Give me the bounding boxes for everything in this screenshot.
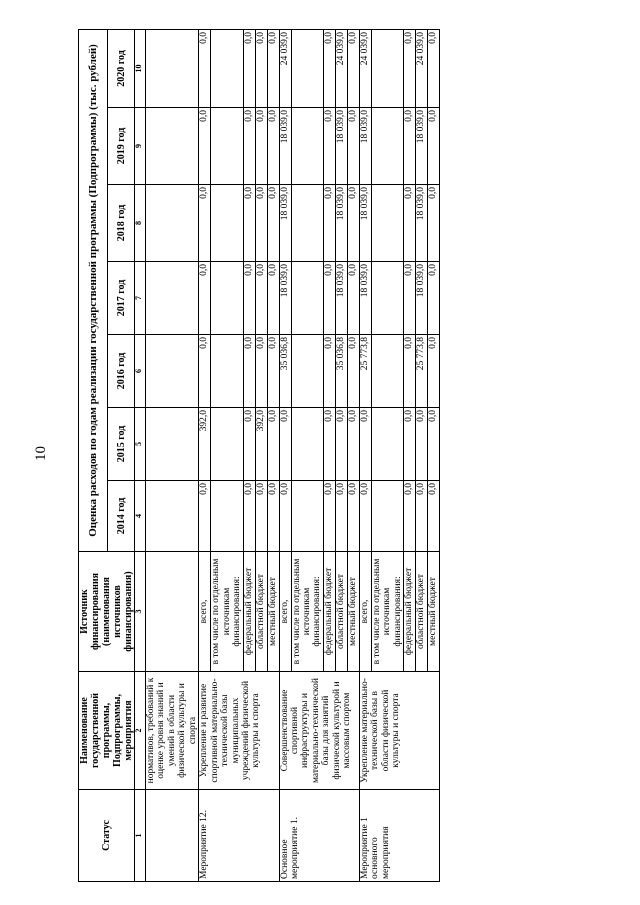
amount-cell: 0,0 <box>428 29 440 107</box>
amount-cell: 18 039,0 <box>359 108 371 185</box>
amount-cell: 0,0 <box>267 262 279 335</box>
amount-cell: 0,0 <box>428 481 440 552</box>
funding-source: областной бюджет <box>255 552 267 672</box>
amount-cell: 0,0 <box>323 335 335 408</box>
amount-cell: 24 039,0 <box>416 29 428 107</box>
amount-cell: 0,0 <box>404 262 416 335</box>
amount-cell: 0,0 <box>267 335 279 408</box>
amount-cell: 0,0 <box>255 481 267 552</box>
amount-cell: 0,0 <box>347 185 359 262</box>
amount-cell: 0,0 <box>323 408 335 481</box>
amount-cell: 392,0 <box>199 408 211 481</box>
amount-cell: 0,0 <box>199 481 211 552</box>
block-name: Укрепление материально-технической базы в области физической культуры и спорта <box>359 672 439 790</box>
amount-cell: 0,0 <box>267 408 279 481</box>
amount-cell: 0,0 <box>267 185 279 262</box>
amount-cell: 0,0 <box>335 408 347 481</box>
amount-cell: 0,0 <box>323 29 335 107</box>
amount-cell: 0,0 <box>347 481 359 552</box>
column-number: 6 <box>135 335 146 408</box>
column-number: 10 <box>135 29 146 107</box>
amount-cell: 18 039,0 <box>359 262 371 335</box>
header-year: 2015 год <box>108 408 135 481</box>
amount-cell: 0,0 <box>323 481 335 552</box>
amount-cell: 0,0 <box>243 335 255 408</box>
amount-cell: 25 773,8 <box>416 335 428 408</box>
amount-cell: 0,0 <box>267 108 279 185</box>
header-source: Источник финансирования (наименования источников финансирования) <box>79 552 135 672</box>
amount-cell: 0,0 <box>243 108 255 185</box>
funding-source: федеральный бюджет <box>243 552 255 672</box>
continuation-status <box>146 790 199 882</box>
table-body <box>146 29 440 881</box>
amount-cell: 0,0 <box>428 185 440 262</box>
amount-cell <box>211 262 243 335</box>
amount-cell: 0,0 <box>404 108 416 185</box>
header-year: 2016 год <box>108 335 135 408</box>
funding-source: местный бюджет <box>428 552 440 672</box>
amount-cell: 0,0 <box>347 108 359 185</box>
table-row <box>199 29 211 881</box>
amount-cell <box>291 185 323 262</box>
funding-source: федеральный бюджет <box>323 552 335 672</box>
column-number: 5 <box>135 408 146 481</box>
amount-cell: 18 039,0 <box>416 108 428 185</box>
amount-cell: 0,0 <box>404 185 416 262</box>
table-header <box>79 29 146 881</box>
amount-cell: 24 039,0 <box>335 29 347 107</box>
amount-cell: 0,0 <box>404 408 416 481</box>
amount-cell: 0,0 <box>323 262 335 335</box>
block-status: Основное мероприятие 1. <box>279 790 359 882</box>
header-year: 2014 год <box>108 481 135 552</box>
table-row <box>359 29 371 881</box>
amount-cell: 0,0 <box>279 481 291 552</box>
amount-cell: 18 039,0 <box>416 185 428 262</box>
table-row <box>279 29 291 881</box>
amount-cell: 0,0 <box>323 108 335 185</box>
amount-cell: 0,0 <box>199 335 211 408</box>
amount-cell <box>371 29 403 107</box>
amount-cell: 0,0 <box>199 262 211 335</box>
amount-cell: 0,0 <box>347 335 359 408</box>
amount-cell <box>211 29 243 107</box>
continuation-name: нормативов, требований к оценке уровня знаний и умений в области физической культуры и спорта <box>146 672 199 790</box>
block-name: Совершенствование спортивной инфраструктуры и материально-технической базы для занятий физической культурой и массовым спортом <box>279 672 359 790</box>
amount-cell: 0,0 <box>199 108 211 185</box>
amount-cell <box>211 108 243 185</box>
block-status: Мероприятие 12. <box>199 790 279 882</box>
header-estimate: Оценка расходов по годам реализации государственной программы (Подпрограммы) (тыс. рублей) <box>79 29 108 551</box>
amount-cell: 392,0 <box>255 408 267 481</box>
amount-cell: 0,0 <box>359 408 371 481</box>
amount-cell <box>291 262 323 335</box>
amount-cell <box>291 408 323 481</box>
amount-cell: 18 039,0 <box>335 185 347 262</box>
funding-source: всего, <box>279 552 291 672</box>
amount-cell: 25 773,8 <box>359 335 371 408</box>
amount-cell: 0,0 <box>255 29 267 107</box>
amount-cell: 18 039,0 <box>335 262 347 335</box>
amount-cell: 0,0 <box>267 481 279 552</box>
amount-cell: 0,0 <box>347 29 359 107</box>
amount-cell: 0,0 <box>255 108 267 185</box>
amount-cell: 0,0 <box>279 408 291 481</box>
amount-cell: 0,0 <box>428 262 440 335</box>
amount-cell: 18 039,0 <box>279 108 291 185</box>
amount-cell: 18 039,0 <box>335 108 347 185</box>
column-number: 2 <box>135 672 146 790</box>
funding-source: в том числе по отдельным источникам финансирования: <box>371 552 403 672</box>
funding-source: всего, <box>359 552 371 672</box>
funding-source: в том числе по отдельным источникам финансирования: <box>211 552 243 672</box>
amount-cell <box>211 481 243 552</box>
amount-cell: 0,0 <box>323 185 335 262</box>
page-number: 10 <box>33 446 49 461</box>
amount-cell <box>291 335 323 408</box>
amount-cell: 0,0 <box>243 29 255 107</box>
amount-cell <box>371 408 403 481</box>
amount-cell: 0,0 <box>267 29 279 107</box>
column-number: 8 <box>135 185 146 262</box>
amount-cell: 0,0 <box>335 481 347 552</box>
amount-cell: 0,0 <box>243 408 255 481</box>
amount-cell: 0,0 <box>404 335 416 408</box>
funding-source: областной бюджет <box>416 552 428 672</box>
amount-cell: 0,0 <box>404 29 416 107</box>
header-status: Статус <box>79 790 135 882</box>
amount-cell: 18 039,0 <box>279 185 291 262</box>
amount-cell: 35 036,8 <box>335 335 347 408</box>
amount-cell <box>371 108 403 185</box>
column-number: 7 <box>135 262 146 335</box>
amount-cell <box>211 335 243 408</box>
block-status: Мероприятие 1 основного мероприятия <box>359 790 439 882</box>
column-number: 1 <box>135 790 146 882</box>
funding-source: в том числе по отдельным источникам финансирования: <box>291 552 323 672</box>
amount-cell <box>211 408 243 481</box>
amount-cell: 35 036,8 <box>279 335 291 408</box>
header-year: 2017 год <box>108 262 135 335</box>
continuation-source <box>146 552 199 672</box>
block-name: Укрепление и развитие спортивной материально-технической базы муниципальных учреждений физической культуры и спорта <box>199 672 279 790</box>
column-number: 3 <box>135 552 146 672</box>
amount-cell: 0,0 <box>359 481 371 552</box>
column-number: 9 <box>135 108 146 185</box>
amount-cell <box>291 108 323 185</box>
amount-cell <box>371 335 403 408</box>
amount-cell: 24 039,0 <box>359 29 371 107</box>
amount-cell: 0,0 <box>428 335 440 408</box>
amount-cell: 0,0 <box>255 335 267 408</box>
amount-cell: 0,0 <box>199 29 211 107</box>
amount-cell: 18 039,0 <box>416 262 428 335</box>
header-year: 2020 год <box>108 29 135 107</box>
amount-cell: 0,0 <box>428 408 440 481</box>
funding-source: областной бюджет <box>335 552 347 672</box>
amount-cell: 24 039,0 <box>279 29 291 107</box>
funding-source: всего, <box>199 552 211 672</box>
amount-cell: 0,0 <box>243 185 255 262</box>
amount-cell: 0,0 <box>404 481 416 552</box>
amount-cell: 0,0 <box>416 481 428 552</box>
amount-cell: 18 039,0 <box>359 185 371 262</box>
header-year: 2019 год <box>108 108 135 185</box>
amount-cell: 0,0 <box>243 262 255 335</box>
amount-cell <box>371 481 403 552</box>
amount-cell: 0,0 <box>255 185 267 262</box>
amount-cell <box>291 481 323 552</box>
amount-cell <box>371 262 403 335</box>
amount-cell <box>211 185 243 262</box>
funding-source: местный бюджет <box>347 552 359 672</box>
continuation-row <box>146 29 199 881</box>
amount-cell: 0,0 <box>199 185 211 262</box>
amount-cell: 0,0 <box>347 408 359 481</box>
amount-cell: 0,0 <box>255 262 267 335</box>
rotated-table-container <box>78 30 558 882</box>
amount-cell <box>371 185 403 262</box>
amount-cell: 0,0 <box>416 408 428 481</box>
budget-table <box>78 29 440 882</box>
column-number: 4 <box>135 481 146 552</box>
amount-cell: 0,0 <box>428 108 440 185</box>
amount-cell: 18 039,0 <box>279 262 291 335</box>
header-year: 2018 год <box>108 185 135 262</box>
header-name: Наименование государственной программы, Подпрограммы, мероприятия <box>79 672 135 790</box>
funding-source: местный бюджет <box>267 552 279 672</box>
amount-cell <box>291 29 323 107</box>
funding-source: федеральный бюджет <box>404 552 416 672</box>
amount-cell: 0,0 <box>347 262 359 335</box>
amount-cell: 0,0 <box>243 481 255 552</box>
